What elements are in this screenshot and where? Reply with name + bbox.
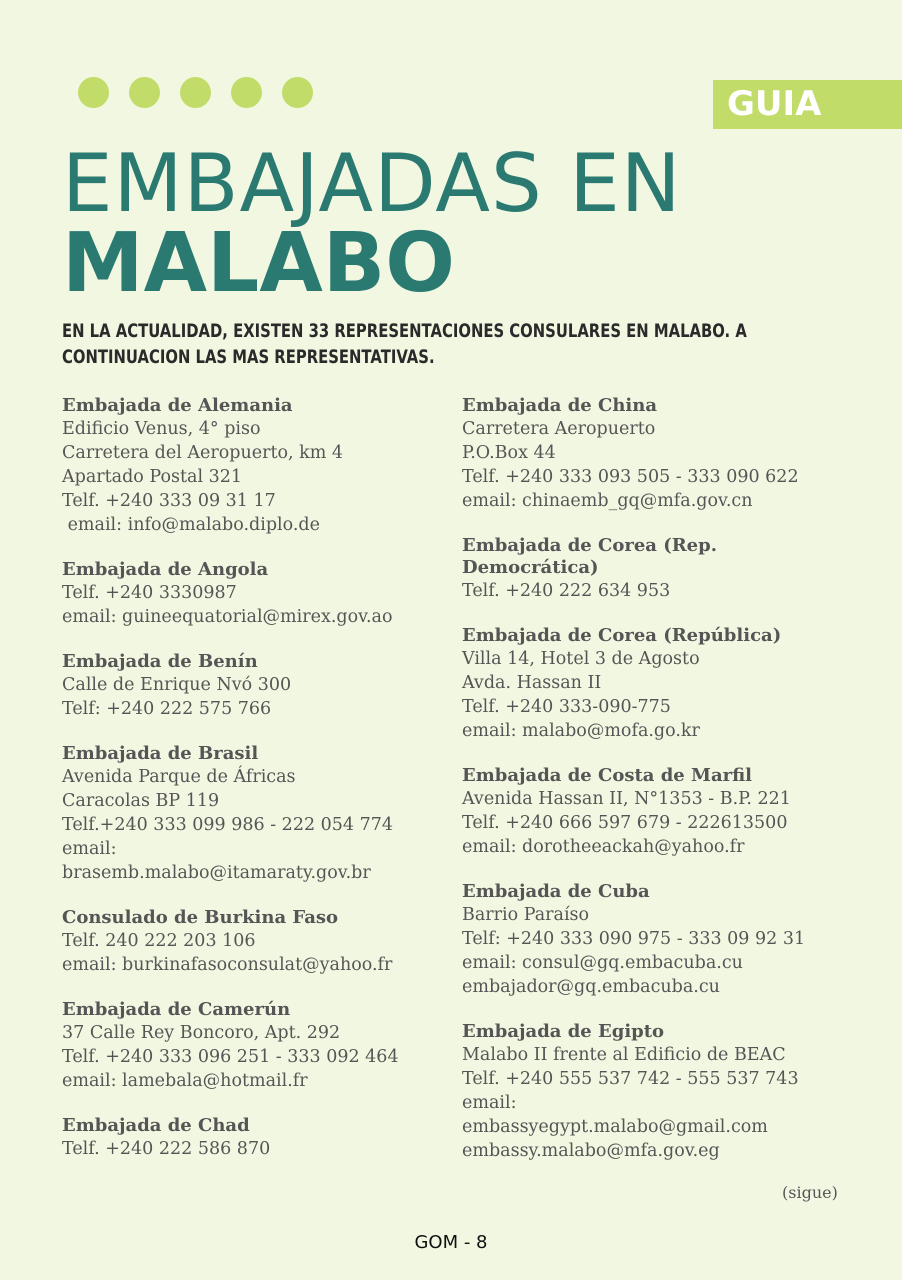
embassy-detail-line: email: guineequatorial@mirex.gov.ao [62, 607, 393, 627]
embassy-detail-line: brasemb.malabo@itamaraty.gov.br [62, 863, 371, 883]
embassy-name: Embajada de Alemania [62, 395, 293, 416]
page-footer: GOM - 8 [414, 1232, 488, 1253]
embassy-entry [462, 535, 842, 603]
dot-3 [180, 77, 211, 108]
embassy-detail-line: Calle de Enrique Nvó 300 [62, 675, 292, 695]
embassy-name: Embajada de Benín [62, 651, 258, 672]
guia-badge: GUIA [713, 80, 902, 129]
embassy-detail-line: Malabo II frente al Edificio de BEAC [462, 1045, 786, 1065]
embassy-detail-line: Telf. +240 222 634 953 [462, 581, 671, 601]
intro-text-content: EN LA ACTUALIDAD, EXISTEN 33 REPRESENTACIONES CONSULARES EN MALABO. A CONTINUACION LAS MAS REPRESENTATIVAS. [62, 320, 747, 368]
embassy-entry [62, 651, 442, 721]
embassy-name: Embajada de Corea (Rep. Democrática) [462, 535, 717, 578]
left-column [62, 395, 442, 1183]
dot-5 [282, 77, 313, 108]
embassy-name: Embajada de Brasil [62, 743, 259, 764]
embassy-detail-line: Telf. +240 666 597 679 - 222613500 [462, 813, 788, 833]
embassy-detail-line: Telf. +240 333-090-775 [462, 697, 671, 717]
embassy-name: Embajada de Egipto [462, 1021, 665, 1042]
embassy-detail-line: Carretera Aeropuerto [462, 419, 656, 439]
embassy-detail-line: email: [62, 839, 117, 859]
dot-1 [78, 77, 109, 108]
dot-2 [129, 77, 160, 108]
embassy-entry [62, 743, 442, 885]
embassy-detail-line: Telf. 240 222 203 106 [62, 931, 256, 951]
embassy-detail-line: Avda. Hassan II [462, 673, 602, 693]
embassy-detail-line: email: malabo@mofa.go.kr [462, 721, 700, 741]
embassy-entry [462, 1021, 842, 1163]
embassy-detail-line: Edificio Venus, 4° piso [62, 419, 261, 439]
embassy-detail-line: embassyegypt.malabo@gmail.com [462, 1117, 768, 1137]
page-title-line1: EMBAJADAS EN [62, 137, 682, 230]
embassy-entry [62, 999, 442, 1093]
embassy-detail-line: email: lamebala@hotmail.fr [62, 1071, 308, 1091]
embassy-detail-line: Apartado Postal 321 [62, 467, 243, 487]
embassy-entry [462, 625, 842, 743]
embassy-detail-line: email: consul@gq.embacuba.cu [462, 953, 743, 973]
embassy-detail-line: Avenida Hassan II, N°1353 - B.P. 221 [462, 789, 791, 809]
right-column [462, 395, 842, 1185]
page-title-line2: MALABO [62, 216, 455, 311]
embassy-name: Embajada de Cuba [462, 881, 650, 902]
embassy-detail-line: Telf. +240 333 093 505 - 333 090 622 [462, 467, 799, 487]
embassy-name: Embajada de Costa de Marfil [462, 765, 753, 786]
embassy-detail-line: embajador@gq.embacuba.cu [462, 977, 720, 997]
embassy-name: Embajada de China [462, 395, 658, 416]
embassy-entry [462, 765, 842, 859]
intro-text [62, 318, 764, 370]
embassy-detail-line: Telf. +240 222 586 870 [62, 1139, 271, 1159]
embassy-name: Embajada de Angola [62, 559, 269, 580]
decorative-dots [78, 77, 313, 108]
embassy-entry [462, 881, 842, 999]
embassy-entry [462, 395, 842, 513]
embassy-detail-line: Telf. +240 3330987 [62, 583, 237, 603]
embassy-detail-line: Carretera del Aeropuerto, km 4 [62, 443, 344, 463]
embassy-detail-line: Barrio Paraíso [462, 905, 590, 925]
embassy-detail-line: Telf: +240 333 090 975 - 333 09 92 31 [462, 929, 806, 949]
embassy-entry [62, 907, 442, 977]
embassy-detail-line: email: burkinafasoconsulat@yahoo.fr [62, 955, 393, 975]
embassy-detail-line: Caracolas BP 119 [62, 791, 220, 811]
embassy-detail-line: Telf.+240 333 099 986 - 222 054 774 [62, 815, 394, 835]
embassy-detail-line: Telf: +240 222 575 766 [62, 699, 272, 719]
embassy-name: Consulado de Burkina Faso [62, 907, 339, 928]
embassy-detail-line: email: info@malabo.diplo.de [62, 515, 320, 535]
embassy-detail-line: Villa 14, Hotel 3 de Agosto [462, 649, 700, 669]
embassy-detail-line: email: dorotheeackah@yahoo.fr [462, 837, 745, 857]
embassy-entry [62, 395, 442, 537]
embassy-detail-line: email: chinaemb_gq@mfa.gov.cn [462, 491, 753, 511]
embassy-detail-line: 37 Calle Rey Boncoro, Apt. 292 [62, 1023, 341, 1043]
embassy-detail-line: P.O.Box 44 [462, 443, 556, 463]
embassy-name: Embajada de Chad [62, 1115, 250, 1136]
embassy-name: Embajada de Corea (República) [462, 625, 782, 646]
embassy-detail-line: Telf. +240 333 09 31 17 [62, 491, 276, 511]
embassy-detail-line: email: [462, 1093, 517, 1113]
embassy-detail-line: Avenida Parque de Áfricas [62, 767, 296, 787]
embassy-detail-line: embassy.malabo@mfa.gov.eg [462, 1141, 720, 1161]
embassy-detail-line: Telf. +240 555 537 742 - 555 537 743 [462, 1069, 799, 1089]
embassy-entry [62, 559, 442, 629]
dot-4 [231, 77, 262, 108]
embassy-name: Embajada de Camerún [62, 999, 291, 1020]
embassy-entry [62, 1115, 442, 1161]
continue-note: (sigue) [782, 1183, 838, 1202]
embassy-detail-line: Telf. +240 333 096 251 - 333 092 464 [62, 1047, 399, 1067]
